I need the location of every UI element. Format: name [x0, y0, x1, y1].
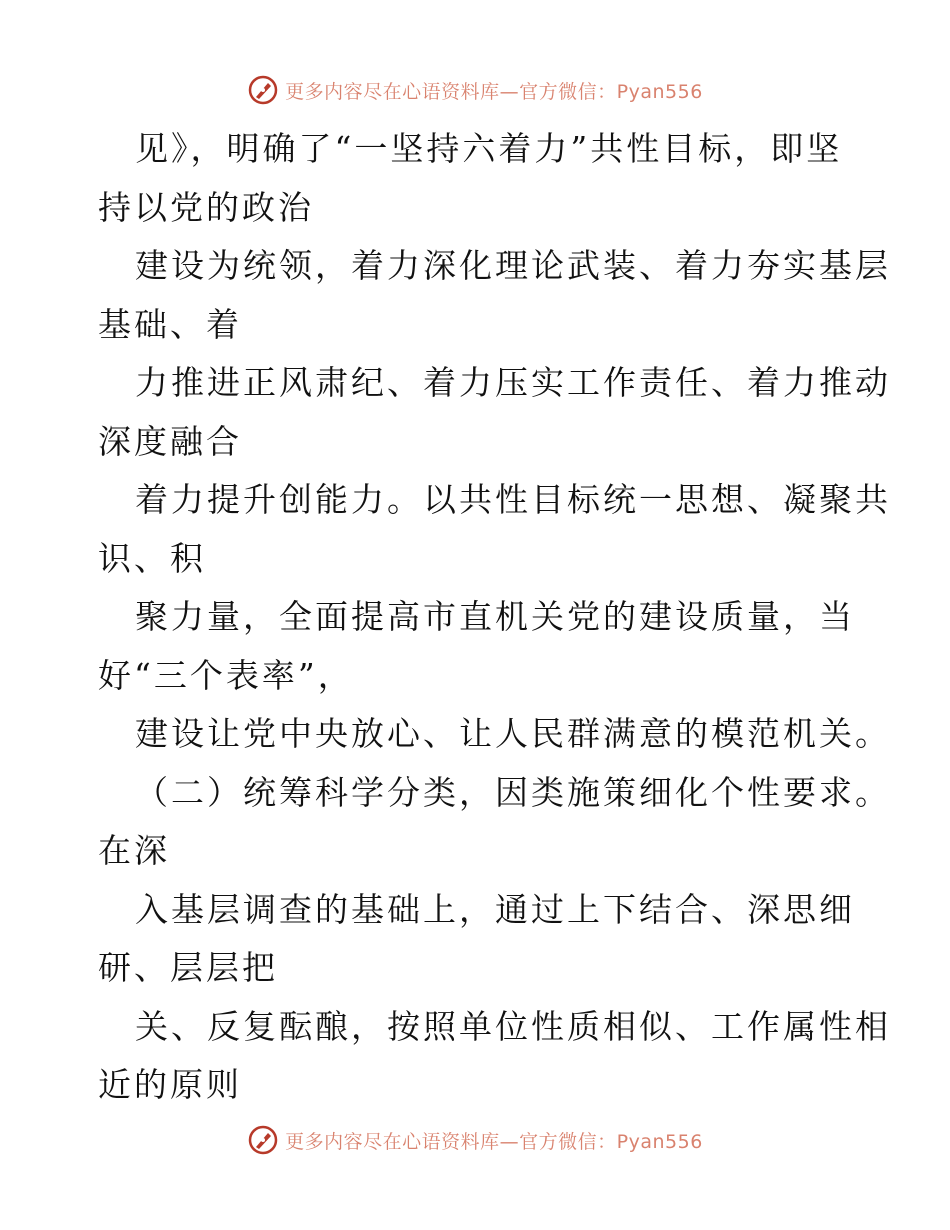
- document-body: [98, 120, 891, 1115]
- body-line: 着力提升创能力。以共性目标统一思想、凝聚共: [135, 480, 891, 519]
- body-line: 入基层调查的基础上，通过上下结合、深思细: [135, 889, 855, 929]
- body-line: 研、层层把: [98, 948, 278, 987]
- pen-logo-icon: [247, 1124, 279, 1156]
- body-line: 在深: [98, 831, 170, 870]
- watermark-text: 更多内容尽在心语资料库—官方微信：Pyan556: [285, 1130, 703, 1153]
- watermark-text: 更多内容尽在心语资料库—官方微信：Pyan556: [285, 80, 703, 103]
- body-line: 持以党的政治: [98, 187, 314, 227]
- header-watermark: [0, 70, 950, 110]
- body-line: 近的原则: [98, 1065, 242, 1104]
- body-line: 力推进正风肃纪、着力压实工作责任、着力推动: [135, 363, 891, 402]
- footer-watermark: [0, 1120, 950, 1160]
- body-line: 见》，明确了“一坚持六着力”共性目标，即坚: [135, 129, 843, 168]
- body-line: 好“三个表率”，: [98, 655, 354, 695]
- body-line: 建设为统领，着力深化理论武装、着力夯实基层: [135, 246, 891, 285]
- body-line: 建设让党中央放心、让人民群满意的模范机关。: [135, 714, 891, 753]
- body-line: 聚力量，全面提高市直机关党的建设质量，当: [135, 597, 855, 636]
- body-line: （二）统筹科学分类，因类施策细化个性要求。: [135, 772, 891, 812]
- body-line: 识、积: [98, 538, 206, 578]
- pen-logo-icon: [247, 74, 279, 106]
- body-line: 基础、着: [98, 304, 242, 344]
- body-line: 关、反复酝酿，按照单位性质相似、工作属性相: [135, 1006, 891, 1046]
- body-line: 深度融合: [98, 421, 242, 461]
